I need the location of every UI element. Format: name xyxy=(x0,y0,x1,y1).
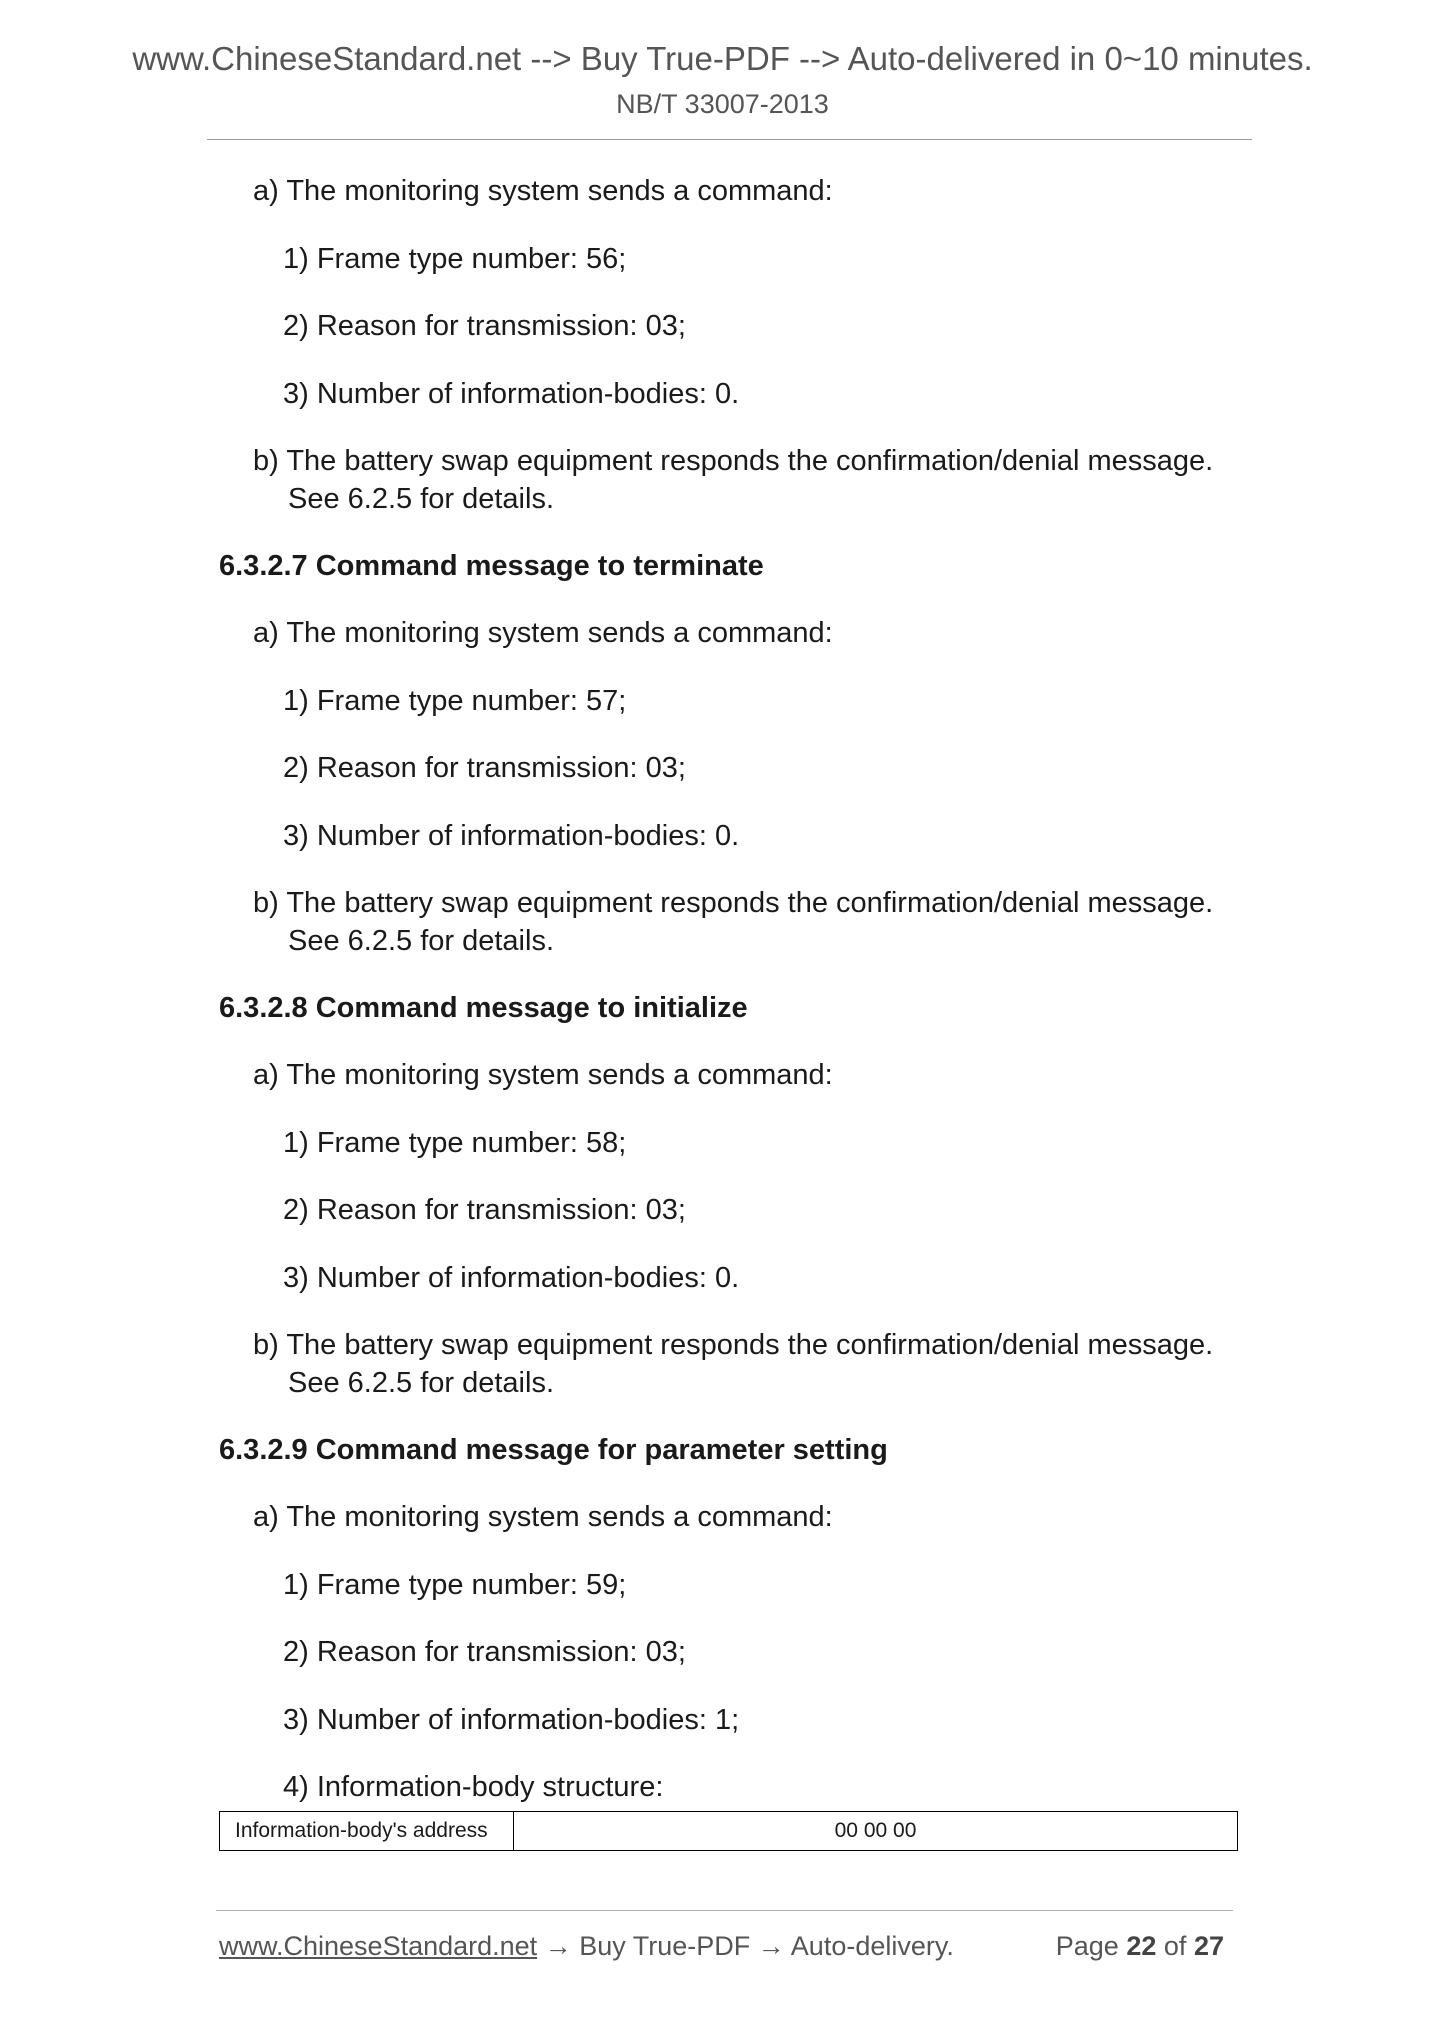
page-footer xyxy=(219,1926,1234,1966)
list-item-3: 3) Number of information-bodies: 0. xyxy=(283,1262,740,1294)
list-item-b: b) The battery swap equipment responds the confirmation/denial message. xyxy=(253,445,1214,477)
list-item-1: 1) Frame type number: 56; xyxy=(283,243,627,275)
list-item-2: 2) Reason for transmission: 03; xyxy=(283,1194,686,1226)
standard-number: NB/T 33007-2013 xyxy=(616,89,829,119)
footer-buy-text: Buy True-PDF xyxy=(579,1931,751,1961)
list-item-b: b) The battery swap equipment responds the confirmation/denial message. xyxy=(253,1329,1214,1361)
footer-delivery-text: Auto-delivery. xyxy=(790,1931,954,1961)
header-banner: www.ChineseStandard.net --> Buy True-PDF --> Auto-delivered in 0~10 minutes. xyxy=(132,40,1313,77)
list-item-b: b) The battery swap equipment responds the confirmation/denial message. xyxy=(253,887,1214,919)
list-item-3: 3) Number of information-bodies: 0. xyxy=(283,820,740,852)
page-indicator xyxy=(1056,1926,1224,1966)
page-label: Page xyxy=(1055,1931,1119,1961)
list-item-3: 3) Number of information-bodies: 0. xyxy=(283,378,740,410)
list-item-2: 2) Reason for transmission: 03; xyxy=(283,310,686,342)
list-item-1: 1) Frame type number: 57; xyxy=(283,685,627,717)
section-heading-6327: 6.3.2.7 Command message to terminate xyxy=(219,550,764,582)
arrow-right-icon: → xyxy=(544,1931,572,1961)
list-item-2: 2) Reason for transmission: 03; xyxy=(283,752,686,784)
footer-links xyxy=(219,1926,954,1966)
table-cell-value: 00 00 00 xyxy=(834,1819,917,1842)
list-item-3: 3) Number of information-bodies: 1; xyxy=(283,1704,740,1736)
list-item-a: a) The monitoring system sends a command: xyxy=(253,175,833,207)
footer-divider xyxy=(216,1910,1233,1911)
list-item-1: 1) Frame type number: 58; xyxy=(283,1127,627,1159)
list-item-1: 1) Frame type number: 59; xyxy=(283,1569,627,1601)
list-item-4: 4) Information-body structure: xyxy=(283,1771,664,1803)
list-item-b-continuation: See 6.2.5 for details. xyxy=(288,483,554,515)
list-item-a: a) The monitoring system sends a command: xyxy=(253,617,833,649)
footer-website-link[interactable]: www.ChineseStandard.net xyxy=(219,1931,538,1961)
list-item-b-continuation: See 6.2.5 for details. xyxy=(288,1367,554,1399)
table-cell-label: Information-body's address xyxy=(220,1812,514,1850)
arrow-right-icon: → xyxy=(757,1931,785,1961)
list-item-a: a) The monitoring system sends a command: xyxy=(253,1059,833,1091)
page-current: 22 xyxy=(1126,1931,1157,1961)
list-item-b-continuation: See 6.2.5 for details. xyxy=(288,925,554,957)
list-item-2: 2) Reason for transmission: 03; xyxy=(283,1636,686,1668)
information-body-table xyxy=(219,1811,1238,1851)
list-item-a: a) The monitoring system sends a command: xyxy=(253,1501,833,1533)
page-total: 27 xyxy=(1193,1931,1224,1961)
section-heading-6329: 6.3.2.9 Command message for parameter setting xyxy=(219,1434,888,1466)
of-label: of xyxy=(1163,1931,1187,1961)
page-header xyxy=(0,36,1445,122)
header-divider xyxy=(207,139,1252,140)
section-heading-6328: 6.3.2.8 Command message to initialize xyxy=(219,992,748,1024)
